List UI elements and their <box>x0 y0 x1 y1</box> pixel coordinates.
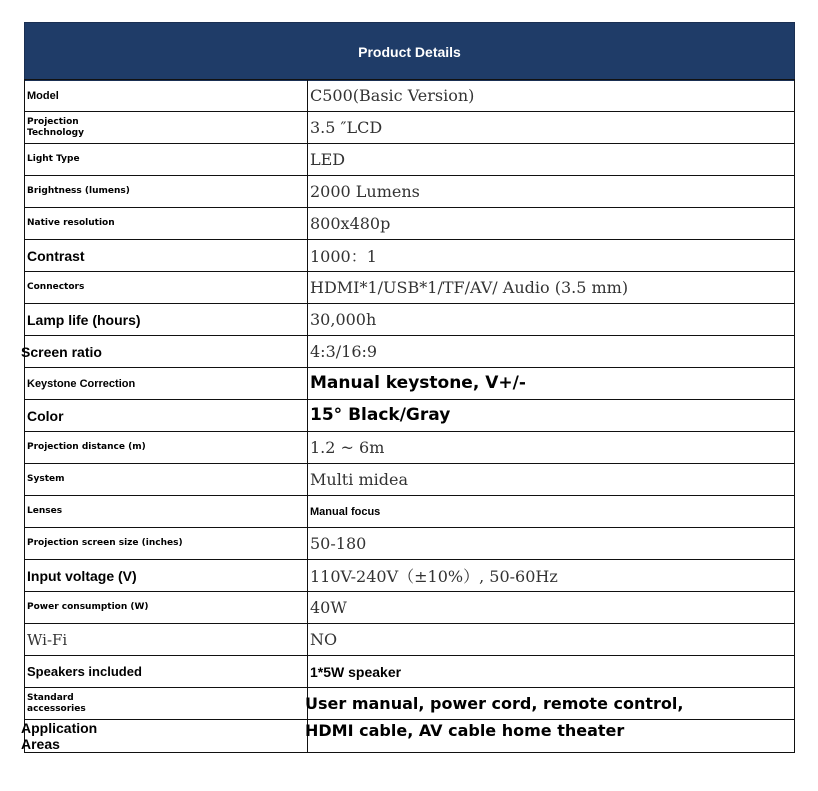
spec-label: Power consumption (W) <box>25 592 308 624</box>
spec-label: Projection screen size (inches) <box>25 528 308 560</box>
spec-value: 50-180 <box>308 528 795 560</box>
table-title: Product Details <box>358 43 461 60</box>
spec-value: HDMI*1/USB*1/TF/AV/ Audio (3.5 mm) <box>308 272 795 304</box>
spec-label: Color <box>25 400 308 432</box>
spec-label: Connectors <box>25 272 308 304</box>
table-row <box>25 656 795 688</box>
spec-label: Projection Technology <box>25 112 308 144</box>
table-row <box>25 688 795 720</box>
table-row <box>25 432 795 464</box>
spec-value: 3.5 ″LCD <box>308 112 795 144</box>
spec-value: 1.2 ~ 6m <box>308 432 795 464</box>
spec-label: Lamp life (hours) <box>25 304 308 336</box>
spec-value: Manual keystone, V+/- <box>308 368 795 400</box>
spec-label: Light Type <box>25 144 308 176</box>
spec-label: Lenses <box>25 496 308 528</box>
spec-label: Standard accessories <box>25 688 308 720</box>
spec-value: 15° Black/Gray <box>308 400 795 432</box>
spec-label: Brightness (lumens) <box>25 176 308 208</box>
spec-label: Projection distance (m) <box>25 432 308 464</box>
spec-table <box>21 79 795 753</box>
spec-value: 800x480p <box>308 208 795 240</box>
table-row <box>25 368 795 400</box>
table-row <box>25 336 795 368</box>
table-row <box>25 400 795 432</box>
table-header <box>24 22 795 81</box>
table-row <box>25 592 795 624</box>
spec-label: System <box>25 464 308 496</box>
spec-value: Manual focus <box>308 496 795 528</box>
spec-value: NO <box>308 624 795 656</box>
spec-value: 2000 Lumens <box>308 176 795 208</box>
spec-label: Application Areas <box>25 720 308 753</box>
table-row <box>25 496 795 528</box>
table-row <box>25 144 795 176</box>
table-row <box>25 464 795 496</box>
table-row <box>25 176 795 208</box>
spec-label: Model <box>25 80 308 112</box>
table-row <box>25 272 795 304</box>
table-row <box>25 720 795 753</box>
spec-label: Input voltage (V) <box>25 560 308 592</box>
spec-value: 110V-240V（±10%）, 50-60Hz <box>308 560 795 592</box>
spec-value: C500(Basic Version) <box>308 80 795 112</box>
spec-label: Wi-Fi <box>25 624 308 656</box>
spec-value: 40W <box>308 592 795 624</box>
spec-value: Multi midea <box>308 464 795 496</box>
spec-value: 30,000h <box>308 304 795 336</box>
spec-value: 1*5W speaker <box>308 656 795 688</box>
table-row <box>25 80 795 112</box>
spec-value: User manual, power cord, remote control, <box>308 688 795 720</box>
spec-value: LED <box>308 144 795 176</box>
spec-label: Contrast <box>25 240 308 272</box>
table-row <box>25 528 795 560</box>
spec-value: 1000：1 <box>308 240 795 272</box>
spec-value: HDMI cable, AV cable home theater <box>308 720 795 753</box>
spec-label: Keystone Correction <box>25 368 308 400</box>
table-row <box>25 208 795 240</box>
spec-label: Native resolution <box>25 208 308 240</box>
table-row <box>25 304 795 336</box>
table-row <box>25 560 795 592</box>
table-row <box>25 240 795 272</box>
table-row <box>25 112 795 144</box>
spec-label: Screen ratio <box>25 336 308 368</box>
spec-label: Speakers included <box>25 656 308 688</box>
spec-sheet <box>21 22 794 771</box>
table-row <box>25 624 795 656</box>
spec-value: 4:3/16:9 <box>308 336 795 368</box>
